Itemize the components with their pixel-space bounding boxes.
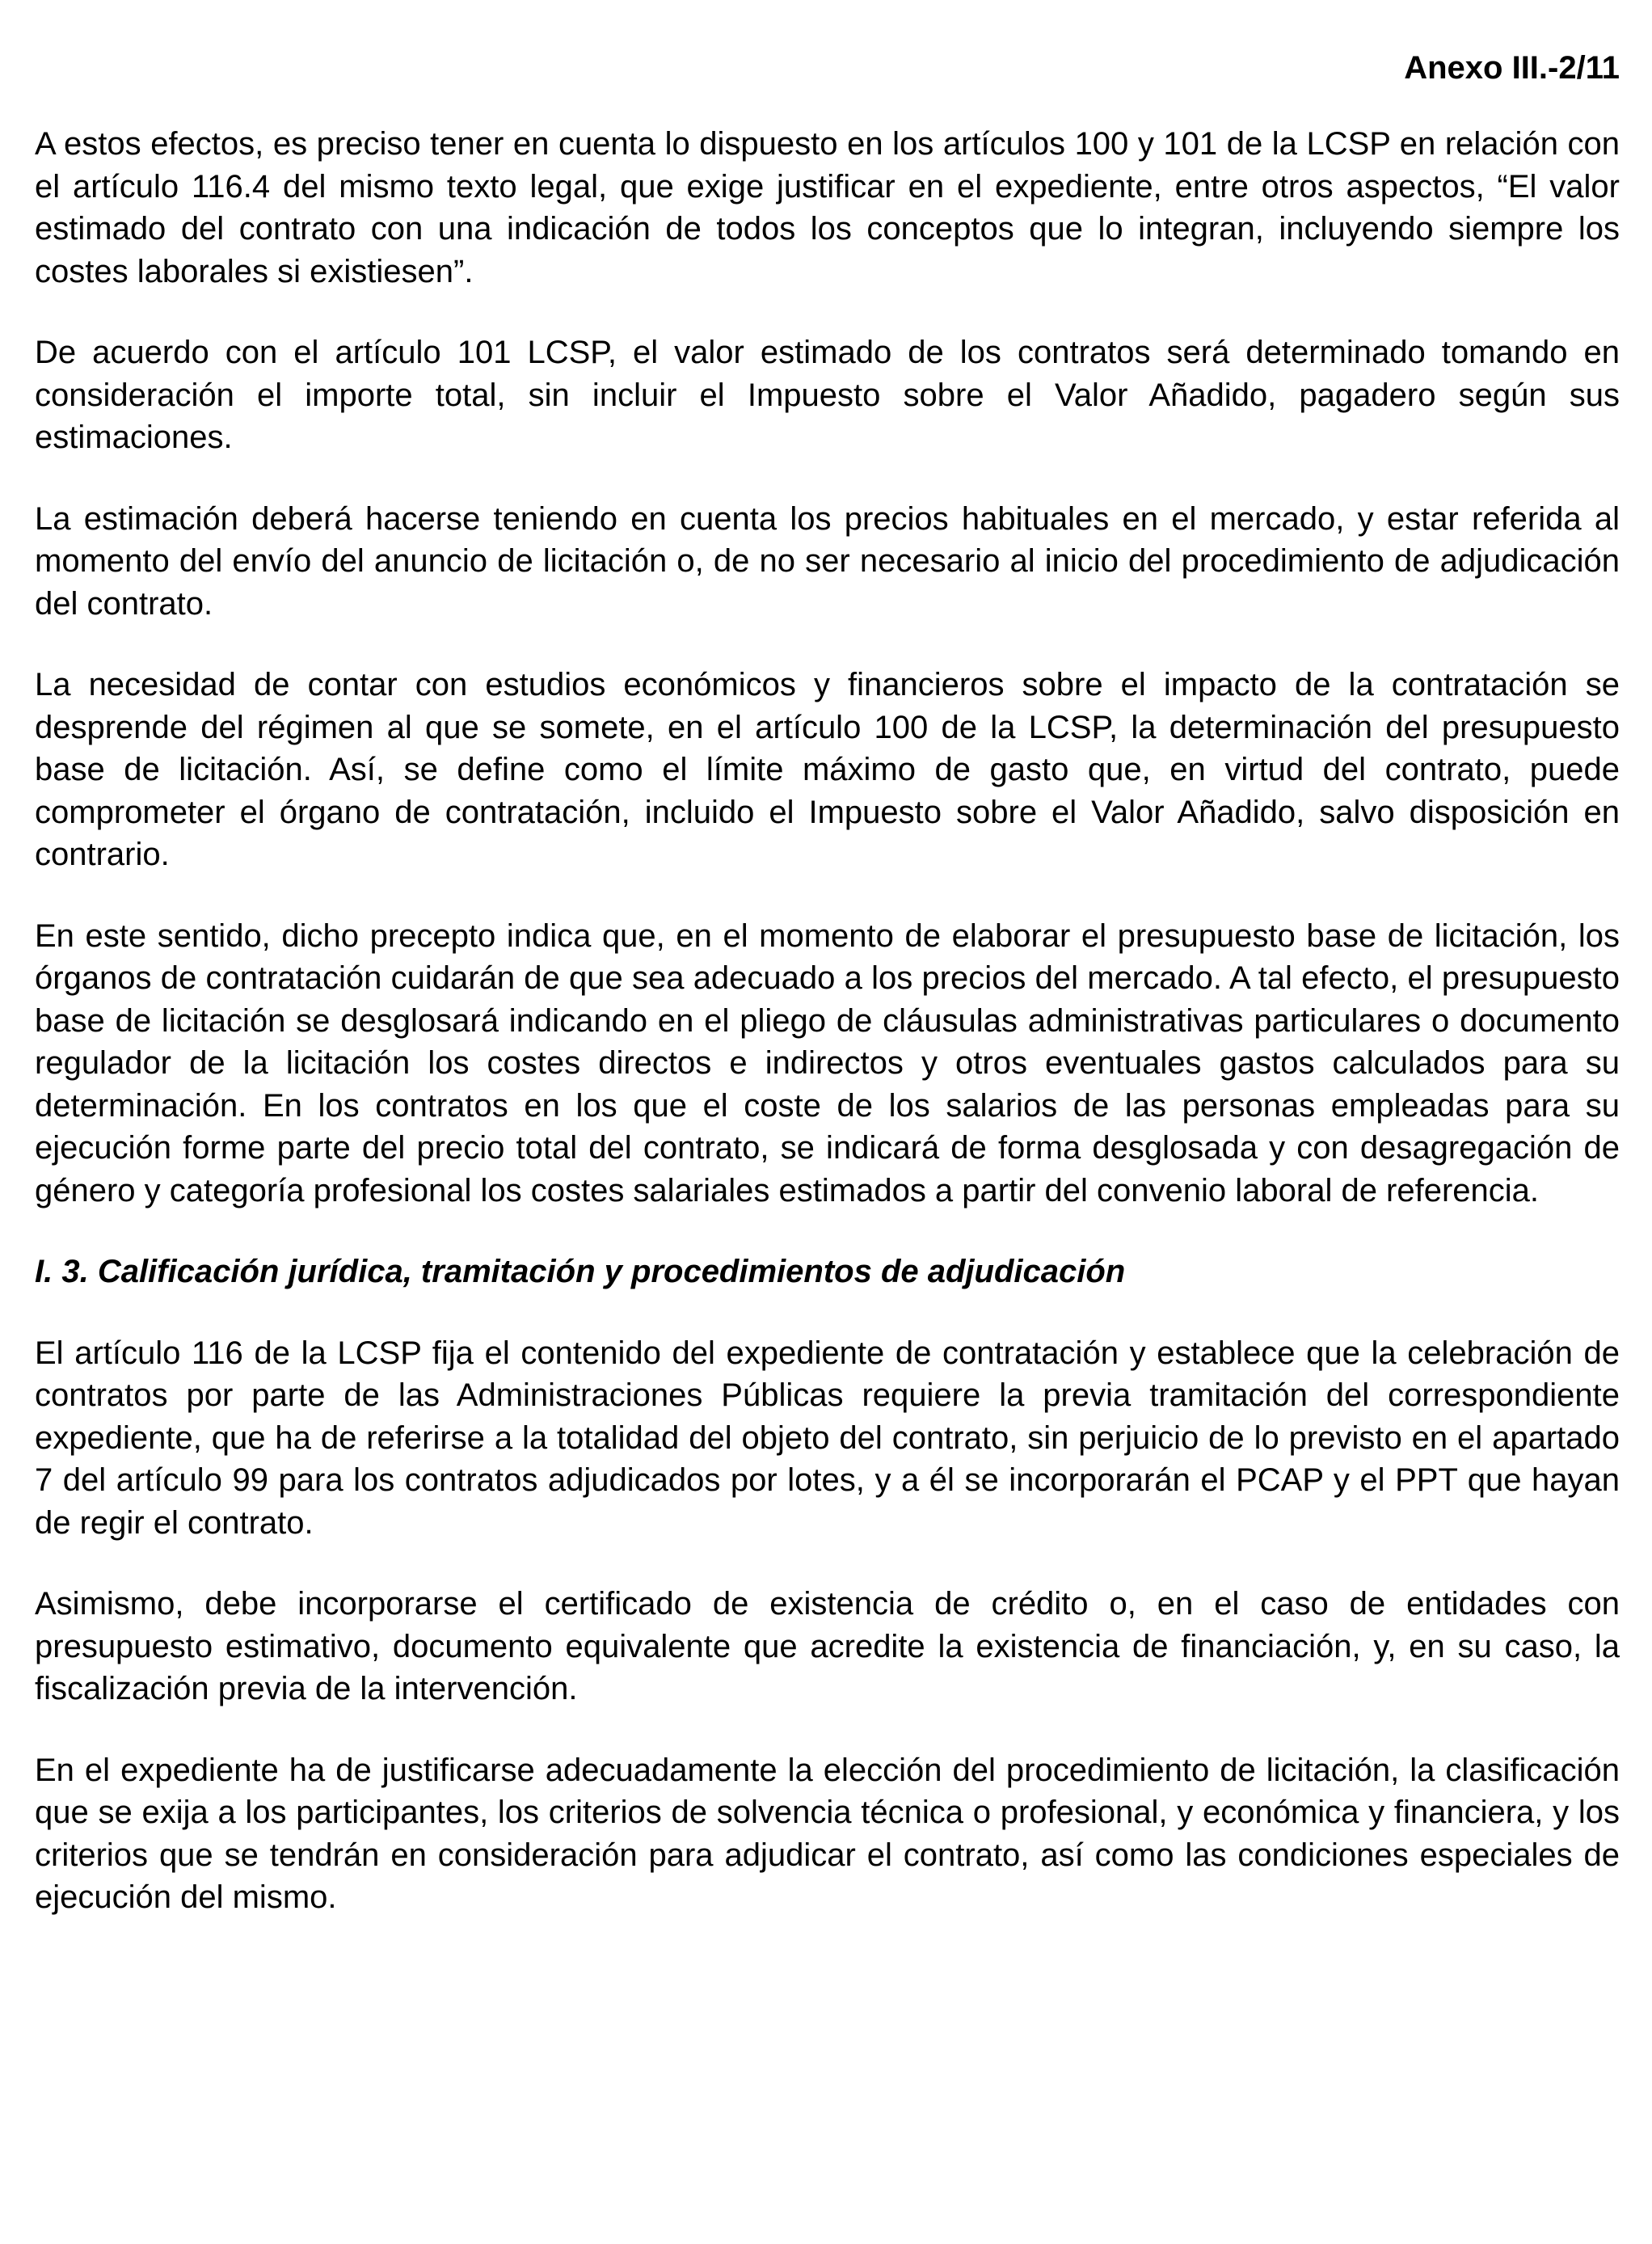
- paragraph-certificado-credito: Asimismo, debe incorporarse el certificado de existencia de crédito o, en el caso de entidades con presupuesto estimativo, documento equivalente que acredite la existencia de financiación, y, en su caso, la fiscalización previa de la intervención.: [35, 1586, 1620, 1706]
- paragraph-valor-estimado-intro: A estos efectos, es preciso tener en cuenta lo dispuesto en los artículos 100 y 101 de la LCSP en relación con el artículo 116.4 del mismo texto legal, que exige justificar en el expediente, entre otros aspectos, “El valor estimado del contrato con una indicación de todos los conceptos que lo integran, incluyendo siempre los costes laborales si existiesen”.: [35, 126, 1620, 289]
- paragraph-estimacion-precios: La estimación deberá hacerse teniendo en cuenta los precios habituales en el mercado, y estar referida al momento del envío del anuncio de licitación o, de no ser necesario al inicio del procedimiento de adjudicación del contrato.: [35, 500, 1620, 622]
- paragraph-articulo-116: El artículo 116 de la LCSP fija el contenido del expediente de contratación y establece que la celebración de contratos por parte de las Administraciones Públicas requiere la previa tramitación del correspondiente expediente, que ha de referirse a la totalidad del objeto del contrato, sin perjuicio de lo previsto en el apartado 7 del artículo 99 para los contratos adjudicados por lotes, y a él se incorporarán el PCAP y el PPT que hayan de regir el contrato.: [35, 1335, 1620, 1541]
- paragraph-estudios-economicos: La necesidad de contar con estudios económicos y financieros sobre el impacto de la contratación se desprende del régimen al que se somete, en el artículo 100 de la LCSP, la determinación del presupuesto base de licitación. Así, se define como el límite máximo de gasto que, en virtud del contrato, puede comprometer el órgano de contratación, incluido el Impuesto sobre el Valor Añadido, salvo disposición en contrario.: [35, 667, 1620, 872]
- paragraph-justificacion-procedimiento: En el expediente ha de justificarse adecuadamente la elección del procedimiento de licitación, la clasificación que se exija a los participantes, los criterios de solvencia técnica o profesional, y económica y financiera, y los criterios que se tendrán en consideración para adjudicar el contrato, así como las condiciones especiales de ejecución del mismo.: [35, 1752, 1620, 1915]
- paragraph-presupuesto-base: En este sentido, dicho precepto indica que, en el momento de elaborar el presupuesto base de licitación, los órganos de contratación cuidarán de que sea adecuado a los precios del mercado. A tal efecto, el presupuesto base de licitación se desglosará indicando en el pliego de cláusulas administrativas particulares o documento regulador de la licitación los costes directos e indirectos y otros eventuales gastos calculados para su determinación. En los contratos en los que el coste de los salarios de las personas empleadas para su ejecución forme parte del precio total del contrato, se indicará de forma desglosada y con desagregación de género y categoría profesional los costes salariales estimados a partir del convenio laboral de referencia.: [35, 917, 1620, 1208]
- annex-page-label: Anexo III.-2/11: [1404, 50, 1620, 86]
- paragraph-articulo-101: De acuerdo con el artículo 101 LCSP, el valor estimado de los contratos será determinado tomando en consideración el importe total, sin incluir el Impuesto sobre el Valor Añadido, pagadero según sus estimaciones.: [35, 335, 1620, 455]
- section-heading: I. 3. Calificación jurídica, tramitación y procedimientos de adjudicación: [35, 1254, 1126, 1289]
